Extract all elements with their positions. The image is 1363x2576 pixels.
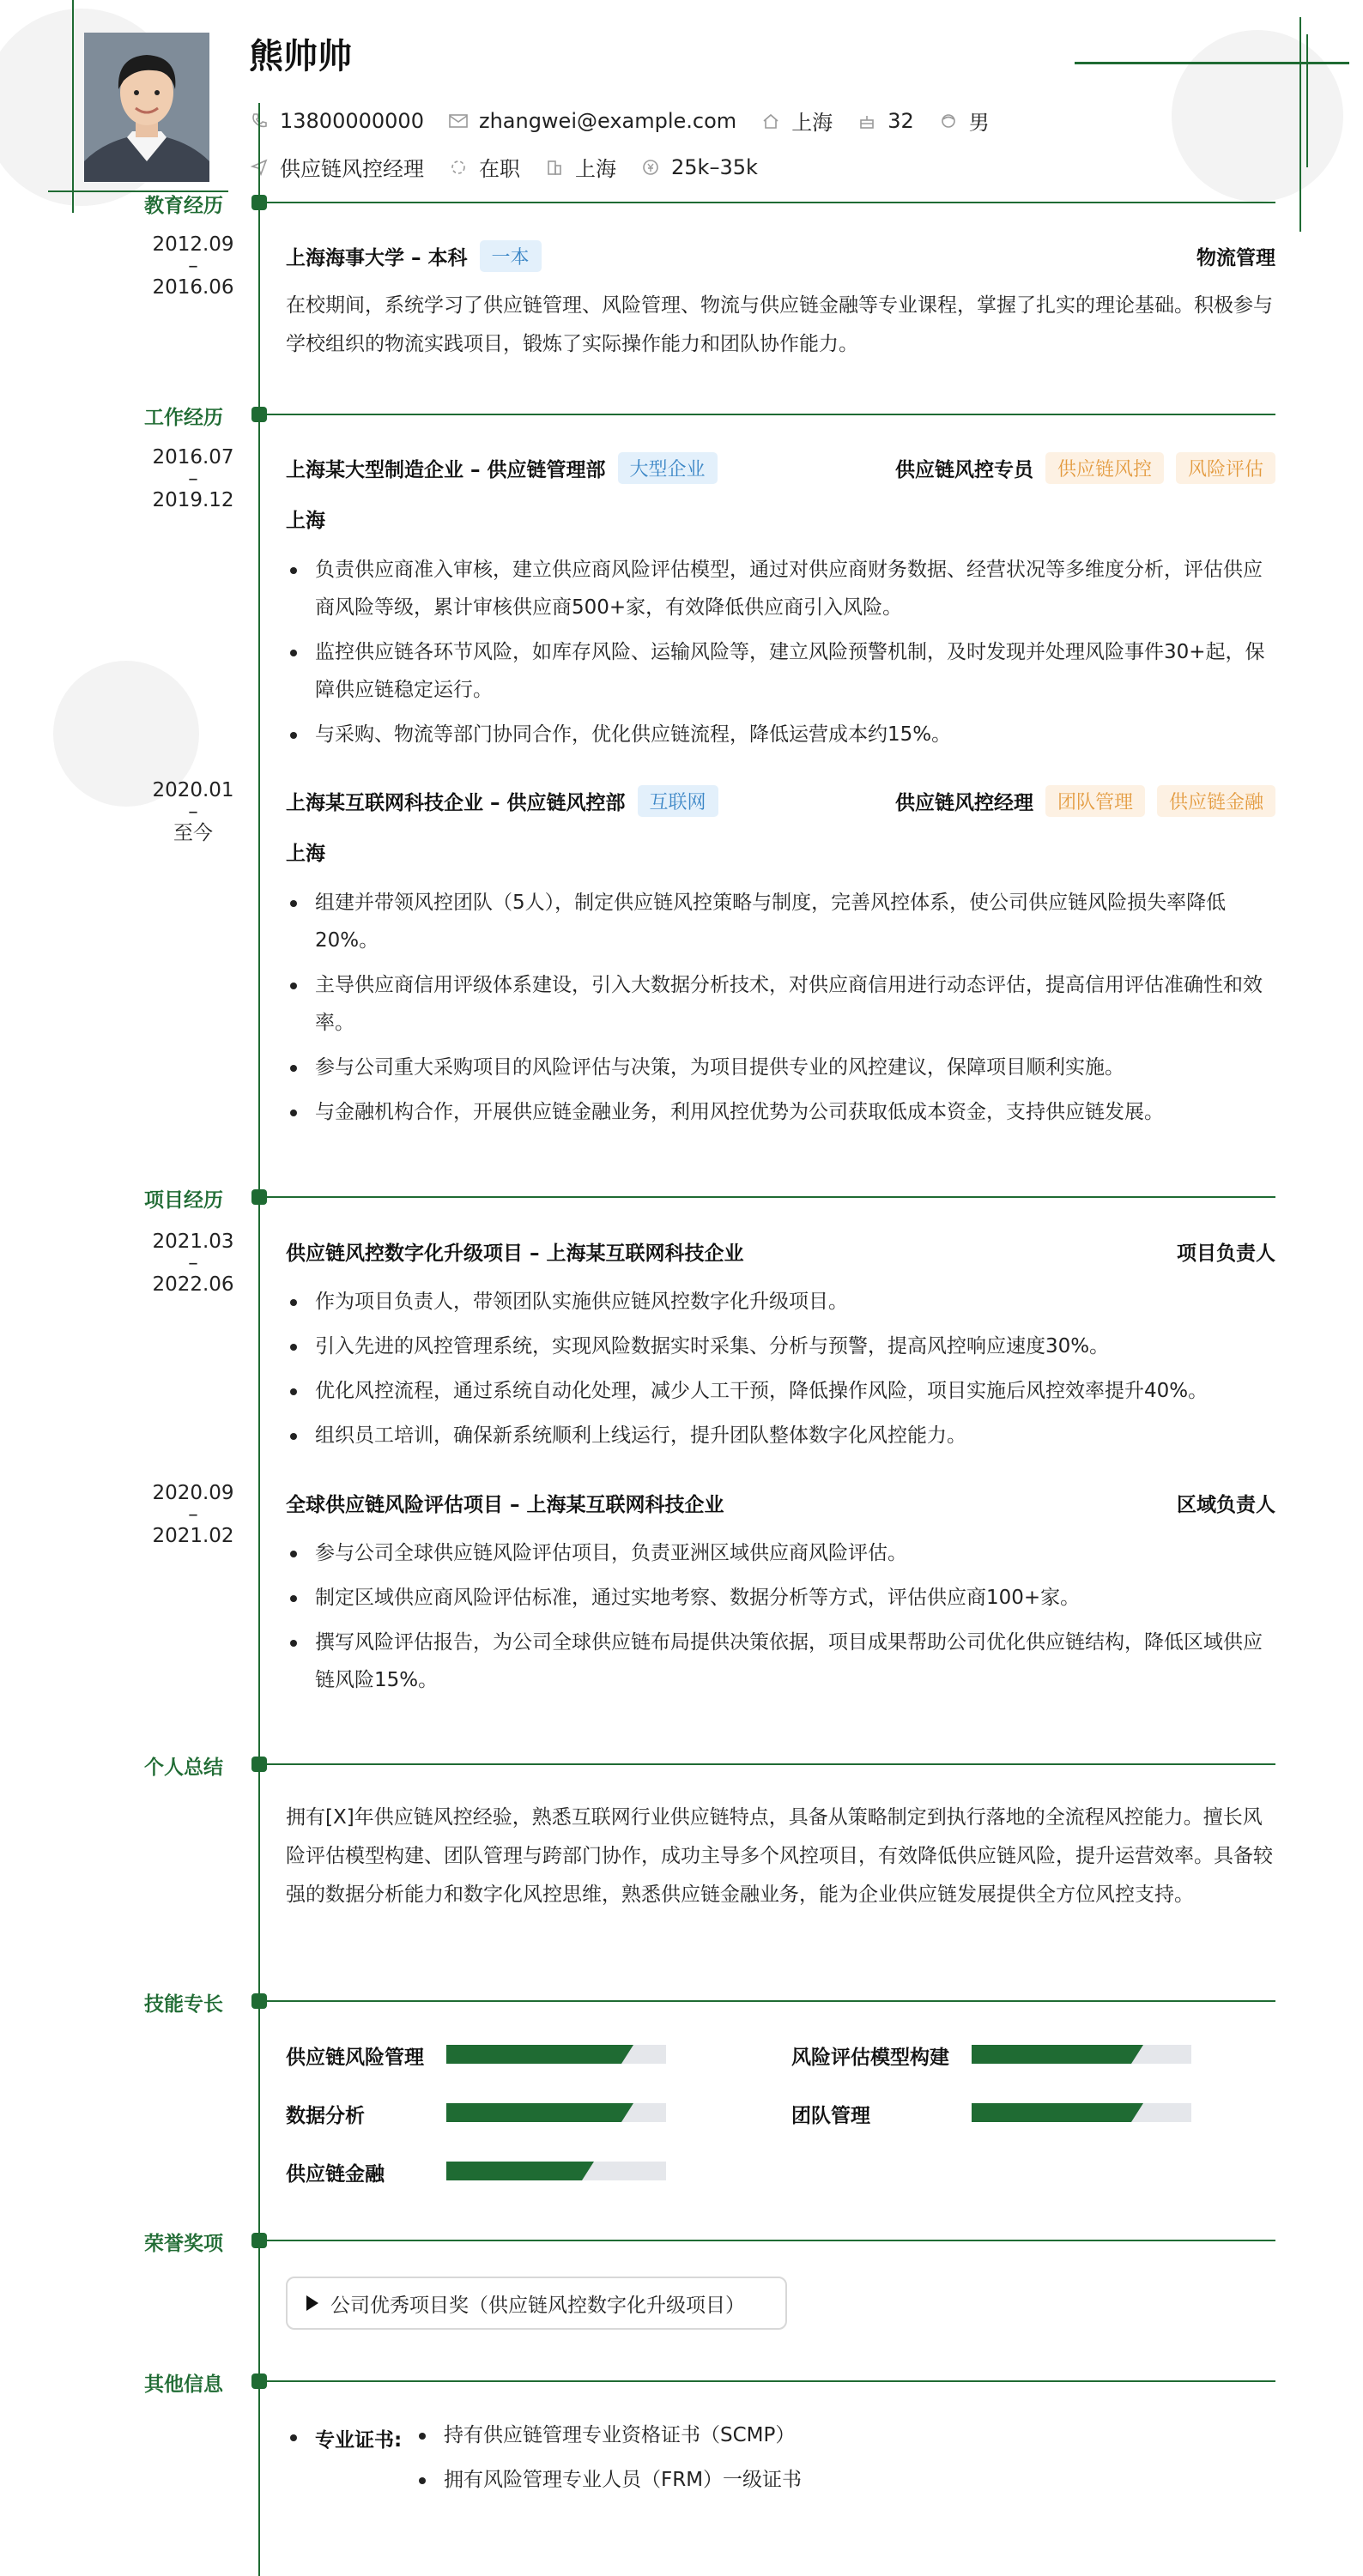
section-line [259, 2240, 1275, 2241]
project-role: 区域负责人 [1177, 1494, 1275, 1516]
work-city: 上海 [286, 510, 325, 532]
project-role: 项目负责人 [1177, 1243, 1275, 1265]
list-item: 优化风控流程，通过系统自动化处理，减少人工干预，降低操作风险，项目实施后风控效率提升40%。 [286, 1372, 1276, 1410]
skill-bar-fill [446, 2162, 582, 2180]
work-2-bullets [286, 884, 1276, 1138]
work-1-date: 2016.07 – 2019.12 [152, 446, 234, 511]
section-line [259, 202, 1275, 203]
contact-row [249, 106, 1014, 136]
company-name: 上海某大型制造企业 – 供应链管理部 [286, 459, 606, 481]
project-title: 供应链风控数字化升级项目 – 上海某互联网科技企业 [286, 1243, 744, 1265]
job-target: 供应链风控经理 [280, 157, 424, 181]
work-1-bullets [286, 551, 1276, 760]
section-line [259, 414, 1275, 415]
section-line [259, 2000, 1275, 2002]
skill-name: 供应链风险管理 [286, 2047, 424, 2069]
salary: 25k–35k [671, 154, 758, 179]
project-1-header [286, 1237, 1275, 1266]
list-item: 引入先进的风控管理系统，实现风险数据实时采集、分析与预警，提高风控响应速度30%。 [286, 1327, 1276, 1365]
skill-bar-tip [621, 2103, 633, 2122]
skill-bar-fill [972, 2103, 1131, 2122]
list-item: 与金融机构合作，开展供应链金融业务，利用风控优势为公司获取低成本资金，支持供应链发展。 [286, 1093, 1276, 1131]
skill-bar-fill [972, 2045, 1131, 2064]
list-item: 拥有风险管理专业人员（FRM）一级证书 [415, 2461, 1187, 2499]
skill-name: 供应链金融 [286, 2163, 385, 2186]
job-intent-row [249, 152, 782, 182]
decor-circle-top-right [1172, 30, 1343, 202]
list-item: 制定区域供应商风险评估标准，通过实地考察、数据分析等方式，评估供应商100+家。 [286, 1579, 1276, 1617]
section-title-skills: 技能专长 [144, 1993, 223, 2016]
project-title: 全球供应链风险评估项目 – 上海某互联网科技企业 [286, 1494, 724, 1516]
date-start: 2012.09 [152, 233, 234, 256]
skill-bar-fill [446, 2045, 621, 2064]
expand-triangle-icon [306, 2295, 318, 2311]
company-tag: 互联网 [638, 785, 718, 817]
list-item: 持有供应链管理专业资格证书（SCMP） [415, 2416, 1187, 2454]
skill-bar-tip [1131, 2103, 1143, 2122]
edu-description: 在校期间，系统学习了供应链管理、风险管理、物流与供应链金融等专业课程，掌握了扎实的理论基础。积极参与学校组织的物流实践项目，锻炼了实际操作能力和团队协作能力。 [286, 294, 1273, 355]
skill-name: 团队管理 [791, 2105, 870, 2127]
building-icon [544, 157, 565, 178]
skill-bar-tip [1131, 2045, 1143, 2064]
timeline-line [258, 103, 260, 2576]
section-title-honors: 荣誉奖项 [144, 2233, 223, 2255]
major: 物流管理 [1196, 247, 1275, 269]
list-item: 主导供应商信用评级体系建设，引入大数据分析技术，对供应商信用进行动态评估，提高信用评估准确性和效率。 [286, 966, 1276, 1042]
avatar [84, 33, 209, 182]
school-name: 上海海事大学 – 本科 [286, 247, 468, 269]
skill-name: 数据分析 [286, 2105, 365, 2127]
money-icon [640, 157, 661, 178]
list-item: 组织员工培训，确保新系统顺利上线运行，提升团队整体数字化风控能力。 [286, 1417, 1276, 1454]
list-item: 撰写风险评估报告，为公司全球供应链布局提供决策依据，项目成果帮助公司优化供应链结构，降低区域供应链风险15%。 [286, 1624, 1276, 1699]
role-tag: 团队管理 [1045, 785, 1145, 817]
list-item: 参与公司重大采购项目的风险评估与决策，为项目提供专业的风控建议，保障项目顺利实施。 [286, 1049, 1276, 1086]
skill-bar [446, 2045, 666, 2064]
decor-line-h-right [1075, 62, 1349, 64]
project-2-date: 2020.09 – 2021.02 [152, 1482, 234, 1547]
section-line [259, 2380, 1275, 2382]
status-icon [448, 157, 469, 178]
cert-list [415, 2416, 1187, 2506]
gender-icon [938, 111, 959, 131]
job-role: 供应链风控专员 [894, 459, 1033, 481]
email-icon [448, 111, 469, 131]
list-item: 组建并带领风控团队（5人），制定供应链风控策略与制度，完善风控体系，使公司供应链风险损失率降低20%。 [286, 884, 1276, 959]
list-item: 参与公司全球供应链风险评估项目，负责亚洲区域供应商风险评估。 [286, 1534, 1276, 1572]
decor-line-v-right1 [1299, 17, 1301, 232]
section-title-education: 教育经历 [144, 195, 223, 217]
list-item: 作为项目负责人，带领团队实施供应链风控数字化升级项目。 [286, 1283, 1276, 1321]
role-tag: 供应链金融 [1157, 785, 1275, 817]
age: 32 [887, 108, 914, 133]
honor-label: 公司优秀项目奖（供应链风控数字化升级项目） [330, 2294, 745, 2317]
honor-item[interactable] [286, 2277, 787, 2330]
skill-bar-tip [582, 2162, 594, 2180]
project-2-bullets [286, 1534, 1276, 1706]
section-title-summary: 个人总结 [144, 1757, 223, 1779]
school-tag: 一本 [480, 240, 542, 272]
edu-header [286, 240, 1275, 272]
section-title-projects: 项目经历 [144, 1189, 223, 1212]
company-name: 上海某互联网科技企业 – 供应链风控部 [286, 792, 626, 814]
location: 上海 [791, 111, 833, 135]
cert-label: 专业证书: [286, 2424, 402, 2452]
list-item: 与采购、物流等部门协同合作，优化供应链流程，降低运营成本约15%。 [286, 716, 1276, 753]
role-tag: 风险评估 [1176, 452, 1275, 484]
job-status: 在职 [479, 157, 520, 181]
project-2-header [286, 1489, 1275, 1517]
work-1-header [286, 452, 1275, 484]
date-end: 2016.06 [152, 276, 234, 299]
list-item: 监控供应链各环节风险，如库存风险、运输风险等，建立风险预警机制，及时发现并处理风险事件30+起，保障供应链稳定运行。 [286, 633, 1276, 709]
section-title-others: 其他信息 [144, 2373, 223, 2396]
job-role: 供应链风控经理 [894, 792, 1033, 814]
list-item: 负责供应商准入审核，建立供应商风险评估模型，通过对供应商财务数据、经营状况等多维度分析，评估供应商风险等级，累计审核供应商500+家，有效降低供应商引入风险。 [286, 551, 1276, 626]
company-tag: 大型企业 [618, 452, 718, 484]
project-1-date: 2021.03 – 2022.06 [152, 1231, 234, 1296]
edu-date: 2012.09 – 2016.06 [129, 234, 257, 299]
section-line [259, 1763, 1275, 1765]
decor-line-v-right2 [1306, 34, 1308, 167]
section-title-work: 工作经历 [144, 407, 223, 429]
role-tag: 供应链风控 [1045, 452, 1164, 484]
gender: 男 [968, 111, 990, 135]
home-icon [760, 111, 781, 131]
work-city: 上海 [286, 843, 325, 865]
skill-bar [972, 2045, 1191, 2064]
email-address: zhangwei@example.com [478, 108, 737, 133]
cake-icon [857, 111, 877, 131]
work-2-header [286, 785, 1275, 817]
skill-bar [972, 2103, 1191, 2122]
skill-name: 风险评估模型构建 [791, 2047, 949, 2069]
summary-text: 拥有[X]年供应链风控经验，熟悉互联网行业供应链特点，具备从策略制定到执行落地的全流程风控能力。擅长风险评估模型构建、团队管理与跨部门协作，成功主导多个风控项目，有效降低供应链风险，提升运营效率。具备较强的数据分析能力和数字化风控思维，熟悉供应链金融业务，能为企业供应链发展提供全方位风控支持。 [286, 1806, 1273, 1906]
work-2-date: 2020.01 – 至今 [152, 779, 234, 844]
skill-bar-tip [621, 2045, 633, 2064]
decor-line-v-left [72, 0, 74, 213]
section-line [259, 1196, 1275, 1198]
phone-number: 13800000000 [280, 108, 424, 133]
target-city: 上海 [575, 157, 616, 181]
skill-bar [446, 2103, 666, 2122]
skill-bar-fill [446, 2103, 621, 2122]
candidate-name: 熊帅帅 [249, 37, 352, 76]
skill-bar [446, 2162, 666, 2180]
project-1-bullets [286, 1283, 1276, 1461]
